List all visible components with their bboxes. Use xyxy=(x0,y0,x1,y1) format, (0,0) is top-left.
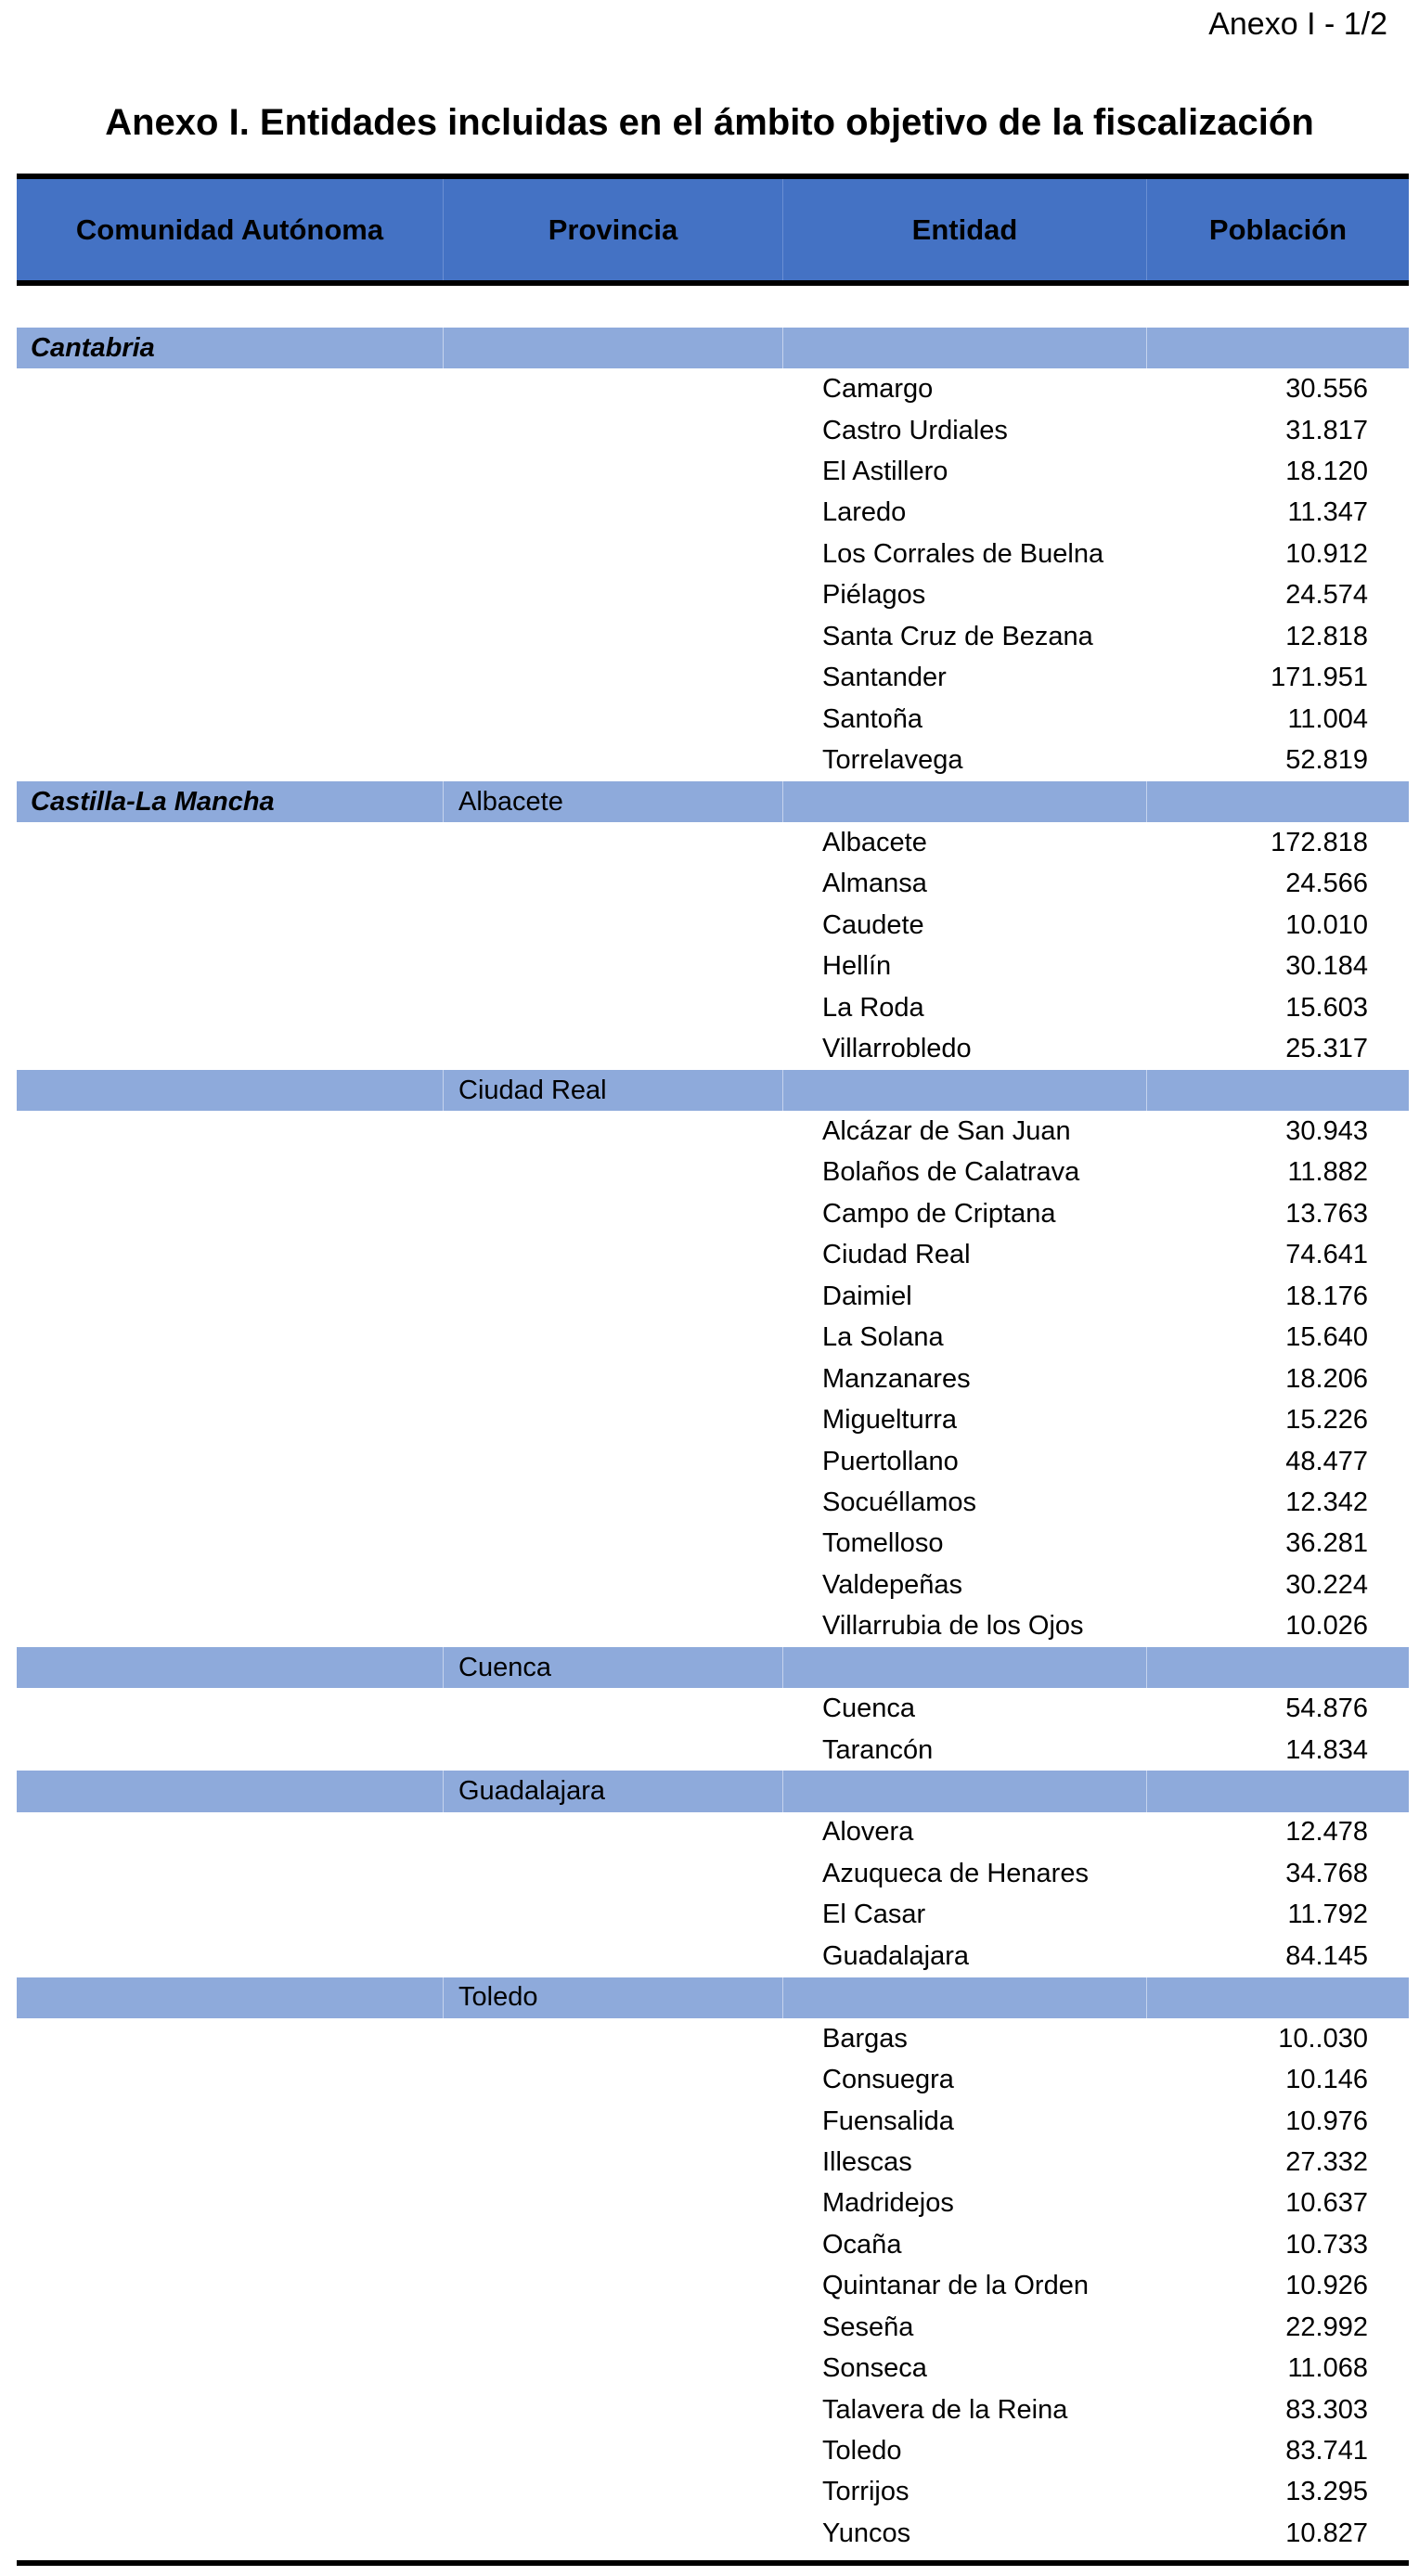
entidad-cell: Campo de Criptana xyxy=(822,1198,1056,1229)
group-row xyxy=(17,1977,1409,2018)
table-row xyxy=(17,616,1409,657)
table-row xyxy=(17,658,1409,699)
group-row xyxy=(17,1647,1409,1688)
header-provincia: Provincia xyxy=(444,179,783,280)
entidad-cell: Cuenca xyxy=(822,1694,915,1724)
table-row xyxy=(17,1482,1409,1523)
entidad-cell: Talavera de la Reina xyxy=(822,2394,1068,2425)
poblacion-cell: 13.295 xyxy=(1285,2477,1368,2507)
poblacion-cell: 54.876 xyxy=(1285,1694,1368,1724)
page-label: Anexo I - 1/2 xyxy=(1208,6,1387,42)
poblacion-cell: 31.817 xyxy=(1285,415,1368,445)
table-row xyxy=(17,1359,1409,1399)
table-row xyxy=(17,864,1409,905)
table-row xyxy=(17,2389,1409,2430)
table-row xyxy=(17,1318,1409,1359)
poblacion-cell: 25.317 xyxy=(1285,1034,1368,1064)
entidad-cell xyxy=(783,1771,1147,1811)
group-row xyxy=(17,1070,1409,1111)
provincia-cell: Ciudad Real xyxy=(444,1070,783,1111)
poblacion-cell: 18.206 xyxy=(1285,1363,1368,1394)
poblacion-cell: 10.827 xyxy=(1285,2518,1368,2548)
entidad-cell: Sonseca xyxy=(822,2353,927,2384)
table-row xyxy=(17,947,1409,987)
entidad-cell: Fuensalida xyxy=(822,2106,954,2136)
entidad-cell: Guadalajara xyxy=(822,1940,969,1971)
table-header xyxy=(17,174,1409,286)
entidad-cell: Madridejos xyxy=(822,2188,954,2219)
table-row xyxy=(17,1688,1409,1729)
poblacion-cell: 172.818 xyxy=(1271,827,1368,857)
provincia-cell xyxy=(444,328,783,368)
table-row xyxy=(17,451,1409,492)
entidad-cell: Tarancón xyxy=(822,1734,934,1765)
entidad-cell: El Casar xyxy=(822,1900,926,1930)
poblacion-cell: 11.347 xyxy=(1287,497,1368,528)
entidad-cell: Almansa xyxy=(822,869,927,899)
table-row xyxy=(17,1853,1409,1894)
poblacion-cell: 48.477 xyxy=(1285,1446,1368,1476)
entidad-cell: Puertollano xyxy=(822,1446,959,1476)
poblacion-cell xyxy=(1147,1977,1409,2018)
entidad-cell: La Roda xyxy=(822,992,924,1023)
table-row xyxy=(17,1111,1409,1152)
entidad-cell: Bolaños de Calatrava xyxy=(822,1157,1080,1188)
entidad-cell: La Solana xyxy=(822,1322,944,1353)
poblacion-cell: 18.120 xyxy=(1285,457,1368,487)
poblacion-cell: 30.556 xyxy=(1285,374,1368,405)
poblacion-cell: 11.004 xyxy=(1287,703,1368,734)
table-row xyxy=(17,575,1409,616)
entidad-cell xyxy=(783,1647,1147,1688)
entidad-cell: Santander xyxy=(822,663,947,693)
table-row xyxy=(17,1235,1409,1276)
poblacion-cell: 11.068 xyxy=(1287,2353,1368,2384)
entidad-cell: Valdepeñas xyxy=(822,1569,963,1600)
table-row xyxy=(17,534,1409,574)
entidad-cell: Miguelturra xyxy=(822,1405,958,1436)
table-row xyxy=(17,905,1409,946)
group-row xyxy=(17,781,1409,822)
poblacion-cell: 10.146 xyxy=(1285,2065,1368,2095)
bottom-rule xyxy=(17,2560,1409,2566)
poblacion-cell xyxy=(1147,1070,1409,1111)
entidad-cell xyxy=(783,1977,1147,2018)
entidad-cell: Bargas xyxy=(822,2023,908,2054)
entidad-cell: Yuncos xyxy=(822,2518,911,2548)
header-entidad: Entidad xyxy=(783,179,1147,280)
poblacion-cell: 10.976 xyxy=(1285,2106,1368,2136)
table-row xyxy=(17,1730,1409,1771)
entidad-cell: Alovera xyxy=(822,1817,914,1848)
poblacion-cell: 52.819 xyxy=(1285,745,1368,776)
poblacion-cell: 11.792 xyxy=(1287,1900,1368,1930)
poblacion-cell: 83.303 xyxy=(1285,2394,1368,2425)
entidad-cell: Santa Cruz de Bezana xyxy=(822,621,1093,651)
entidad-cell: Ciudad Real xyxy=(822,1240,971,1270)
poblacion-cell: 10..030 xyxy=(1278,2023,1368,2054)
provincia-cell: Albacete xyxy=(444,781,783,822)
table-row xyxy=(17,2266,1409,2307)
table-row xyxy=(17,2513,1409,2554)
table-row xyxy=(17,2018,1409,2059)
poblacion-cell: 34.768 xyxy=(1285,1858,1368,1888)
table-row xyxy=(17,1895,1409,1936)
poblacion-cell: 10.733 xyxy=(1285,2229,1368,2260)
comunidad-cell xyxy=(17,1070,444,1111)
table-body xyxy=(17,328,1409,2555)
group-row xyxy=(17,1771,1409,1811)
entidad-cell: Toledo xyxy=(822,2436,902,2467)
entidad-cell: Socuéllamos xyxy=(822,1487,977,1517)
entidad-cell: Santoña xyxy=(822,703,923,734)
entidad-cell: Piélagos xyxy=(822,580,926,611)
poblacion-cell: 12.342 xyxy=(1285,1487,1368,1517)
poblacion-cell: 12.818 xyxy=(1285,621,1368,651)
entidad-cell: Hellín xyxy=(822,951,892,982)
header-poblacion: Población xyxy=(1208,213,1348,246)
poblacion-cell: 27.332 xyxy=(1285,2146,1368,2177)
table-row xyxy=(17,822,1409,863)
table-row xyxy=(17,987,1409,1028)
provincia-cell: Toledo xyxy=(444,1977,783,2018)
poblacion-cell: 10.026 xyxy=(1285,1611,1368,1642)
poblacion-cell: 13.763 xyxy=(1285,1198,1368,1229)
poblacion-cell: 171.951 xyxy=(1271,663,1368,693)
poblacion-cell: 30.184 xyxy=(1285,951,1368,982)
comunidad-cell xyxy=(17,1647,444,1688)
table-row xyxy=(17,1441,1409,1482)
entidad-cell: Albacete xyxy=(822,827,927,857)
poblacion-cell: 10.926 xyxy=(1285,2271,1368,2301)
comunidad-cell xyxy=(17,1771,444,1811)
header-comunidad: Comunidad Autónoma xyxy=(17,179,444,280)
poblacion-cell: 10.010 xyxy=(1285,909,1368,940)
table-row xyxy=(17,2307,1409,2348)
table-row xyxy=(17,2183,1409,2224)
poblacion-cell: 11.882 xyxy=(1287,1157,1368,1188)
entidad-cell: Consuegra xyxy=(822,2065,954,2095)
poblacion-cell: 84.145 xyxy=(1285,1940,1368,1971)
header-spacer xyxy=(17,286,1409,328)
poblacion-cell: 10.637 xyxy=(1285,2188,1368,2219)
comunidad-cell: Castilla-La Mancha xyxy=(17,781,444,822)
comunidad-cell xyxy=(17,1977,444,2018)
table-row xyxy=(17,1565,1409,1605)
table-row xyxy=(17,1812,1409,1853)
entidad-cell: Camargo xyxy=(822,374,934,405)
poblacion-cell: 24.566 xyxy=(1285,869,1368,899)
table-row xyxy=(17,1524,1409,1565)
table-row xyxy=(17,2101,1409,2142)
poblacion-cell xyxy=(1147,781,1409,822)
table-row xyxy=(17,1193,1409,1234)
entidad-cell: Manzanares xyxy=(822,1363,971,1394)
entidad-cell: Illescas xyxy=(822,2146,912,2177)
poblacion-cell: 18.176 xyxy=(1285,1281,1368,1311)
entidad-cell: Quintanar de la Orden xyxy=(822,2271,1089,2301)
table-row xyxy=(17,2142,1409,2183)
table-row xyxy=(17,368,1409,409)
entidad-cell xyxy=(783,328,1147,368)
entidad-cell: Villarrubia de los Ojos xyxy=(822,1611,1084,1642)
entidad-cell: Azuqueca de Henares xyxy=(822,1858,1089,1888)
entidad-cell: Villarrobledo xyxy=(822,1034,972,1064)
provincia-cell: Guadalajara xyxy=(444,1771,783,1811)
poblacion-cell: 74.641 xyxy=(1285,1240,1368,1270)
table-row xyxy=(17,1276,1409,1317)
poblacion-cell: 36.281 xyxy=(1285,1528,1368,1559)
poblacion-cell: 22.992 xyxy=(1285,2312,1368,2342)
table-row xyxy=(17,1028,1409,1069)
table-row xyxy=(17,2348,1409,2389)
table-row xyxy=(17,2430,1409,2471)
entidad-cell: Castro Urdiales xyxy=(822,415,1008,445)
group-row xyxy=(17,328,1409,368)
entidad-cell xyxy=(783,1070,1147,1111)
entities-table xyxy=(17,174,1409,2566)
poblacion-cell: 15.226 xyxy=(1285,1405,1368,1436)
entidad-cell: Tomelloso xyxy=(822,1528,944,1559)
poblacion-cell: 12.478 xyxy=(1285,1817,1368,1848)
poblacion-cell xyxy=(1147,1647,1409,1688)
poblacion-cell xyxy=(1147,1771,1409,1811)
entidad-cell: Torrelavega xyxy=(822,745,963,776)
page-title: Anexo I. Entidades incluidas en el ámbito objetivo de la fiscalización xyxy=(105,102,1314,143)
comunidad-cell: Cantabria xyxy=(17,328,444,368)
poblacion-cell: 14.834 xyxy=(1285,1734,1368,1765)
entidad-cell: Torrijos xyxy=(822,2477,909,2507)
entidad-cell: Laredo xyxy=(822,497,907,528)
table-row xyxy=(17,1936,1409,1977)
poblacion-cell xyxy=(1147,328,1409,368)
poblacion-cell: 83.741 xyxy=(1285,2436,1368,2467)
poblacion-cell: 15.640 xyxy=(1285,1322,1368,1353)
table-row xyxy=(17,1606,1409,1647)
entidad-cell xyxy=(783,781,1147,822)
poblacion-cell: 10.912 xyxy=(1285,538,1368,569)
entidad-cell: Los Corrales de Buelna xyxy=(822,538,1104,569)
entidad-cell: Seseña xyxy=(822,2312,914,2342)
table-row xyxy=(17,2224,1409,2265)
entidad-cell: Ocaña xyxy=(822,2229,902,2260)
entidad-cell: Caudete xyxy=(822,909,924,940)
table-row xyxy=(17,410,1409,451)
poblacion-cell: 15.603 xyxy=(1285,992,1368,1023)
table-row xyxy=(17,1399,1409,1440)
entidad-cell: Daimiel xyxy=(822,1281,912,1311)
entidad-cell: El Astillero xyxy=(822,457,948,487)
table-row xyxy=(17,493,1409,534)
table-row xyxy=(17,699,1409,740)
provincia-cell: Cuenca xyxy=(444,1647,783,1688)
poblacion-cell: 30.224 xyxy=(1285,1569,1368,1600)
table-row xyxy=(17,2472,1409,2513)
table-row xyxy=(17,2059,1409,2100)
table-row xyxy=(17,1153,1409,1193)
table-row xyxy=(17,740,1409,780)
poblacion-cell: 30.943 xyxy=(1285,1116,1368,1147)
poblacion-cell: 24.574 xyxy=(1285,580,1368,611)
entidad-cell: Alcázar de San Juan xyxy=(822,1116,1071,1147)
